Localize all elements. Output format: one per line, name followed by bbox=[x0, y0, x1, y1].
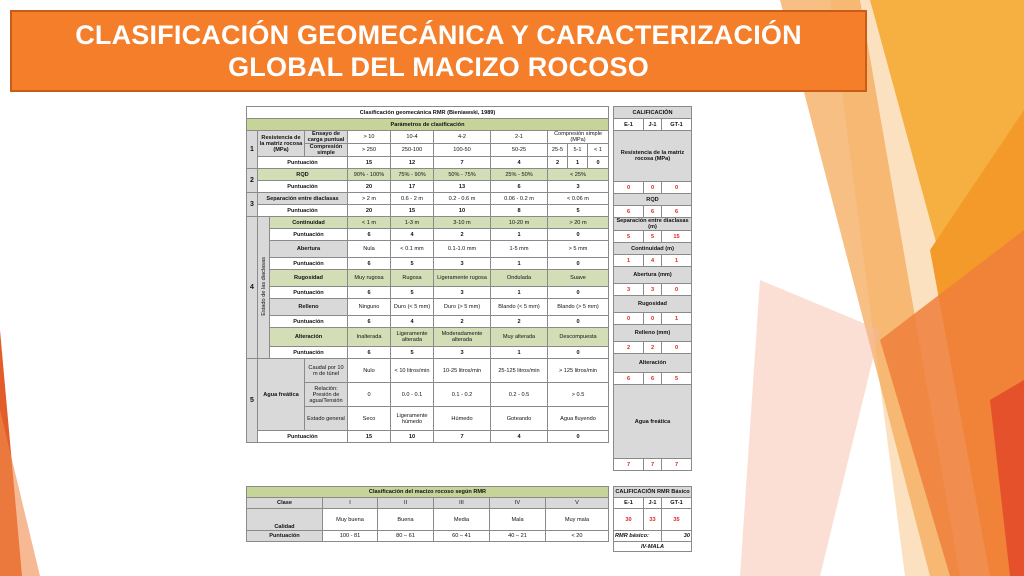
calif-value: 15 bbox=[662, 231, 692, 243]
score-label: Puntuación bbox=[258, 431, 348, 443]
cell: 0 bbox=[348, 383, 391, 407]
score: 1 bbox=[491, 229, 548, 241]
score: 2 bbox=[434, 229, 491, 241]
row-label: Puntuación bbox=[247, 531, 323, 542]
score: 10 bbox=[434, 205, 491, 217]
calif-value: 6 bbox=[614, 373, 644, 385]
quality-value: Media bbox=[434, 509, 490, 531]
rmr-basic-value: 35 bbox=[662, 509, 692, 531]
calif-value: 5 bbox=[644, 231, 662, 243]
cell: < 1 m bbox=[348, 217, 391, 229]
param-5-number: 5 bbox=[247, 359, 258, 443]
calif-value: 7 bbox=[662, 459, 692, 471]
calif-value: 0 bbox=[614, 313, 644, 325]
calif-col: E-1 bbox=[614, 119, 644, 131]
score: 1 bbox=[491, 287, 548, 299]
rmr-basic-result: IV-MALA bbox=[614, 542, 692, 552]
row-label: Relación: Presión de agua/Tensión bbox=[305, 383, 348, 407]
calif-value: 3 bbox=[614, 284, 644, 296]
score: 2 bbox=[491, 316, 548, 328]
param-1-name: Resistencia de la matriz rocosa (MPa) bbox=[258, 131, 305, 157]
cell: 0.0 - 0.1 bbox=[391, 383, 434, 407]
cell: Muy rugosa bbox=[348, 270, 391, 287]
calif-value: 6 bbox=[662, 206, 692, 218]
quality-value: Muy mala bbox=[546, 509, 609, 531]
param-3-number: 3 bbox=[247, 193, 258, 217]
cell: < 10 litros/min bbox=[391, 359, 434, 383]
score-range: 60 – 41 bbox=[434, 531, 490, 542]
calif-value: 0 bbox=[662, 342, 692, 354]
calif-section-label: Alteración bbox=[614, 354, 692, 373]
row-label: Abertura bbox=[270, 241, 348, 258]
cell: Blando (< 5 mm) bbox=[491, 299, 548, 316]
score: 4 bbox=[491, 157, 548, 169]
score-label: Puntuación bbox=[258, 157, 348, 169]
score-label: Puntuación bbox=[270, 287, 348, 299]
score: 13 bbox=[434, 181, 491, 193]
score: 4 bbox=[491, 431, 548, 443]
cell: 0.2 - 0.6 m bbox=[434, 193, 491, 205]
cell: 25-125 litros/min bbox=[491, 359, 548, 383]
cell: 5-1 bbox=[568, 144, 588, 157]
calif-value: 3 bbox=[644, 284, 662, 296]
score: 3 bbox=[434, 258, 491, 270]
cell: > 2 m bbox=[348, 193, 391, 205]
calif-section-label: Continuidad (m) bbox=[614, 243, 692, 255]
cell: Muy alterada bbox=[491, 328, 548, 347]
param-5-name: Agua freática bbox=[258, 359, 305, 431]
rmr-basic-label: RMR básico: bbox=[614, 531, 662, 542]
cell: Duro (> 5 mm) bbox=[434, 299, 491, 316]
cell: Goteando bbox=[491, 407, 548, 431]
calif-value: 0 bbox=[644, 182, 662, 194]
param-2-name: RQD bbox=[258, 169, 348, 181]
calif-value: 0 bbox=[662, 284, 692, 296]
score-range: < 20 bbox=[546, 531, 609, 542]
param-2-number: 2 bbox=[247, 169, 258, 193]
rmr-basic-col: GT-1 bbox=[662, 498, 692, 509]
class-value: I bbox=[323, 498, 378, 509]
cell: < 0.06 m bbox=[548, 193, 609, 205]
cell: Blando (> 5 mm) bbox=[548, 299, 609, 316]
calif-value: 0 bbox=[662, 182, 692, 194]
score: 0 bbox=[548, 431, 609, 443]
rmr-basic-col: J-1 bbox=[644, 498, 662, 509]
left-facet-light bbox=[0, 410, 40, 576]
cell: 0.6 - 2 m bbox=[391, 193, 434, 205]
row-label: Relleno bbox=[270, 299, 348, 316]
cell: 50% - 75% bbox=[434, 169, 491, 181]
rmr-basic-result-value: 30 bbox=[662, 531, 692, 542]
calif-col: GT-1 bbox=[662, 119, 692, 131]
calif-value: 7 bbox=[614, 459, 644, 471]
score-range: 100 - 81 bbox=[323, 531, 378, 542]
rmr-parameters-table bbox=[246, 106, 609, 443]
score-label: Puntuación bbox=[270, 316, 348, 328]
cell: Rugosa bbox=[391, 270, 434, 287]
cell: > 250 bbox=[348, 144, 391, 157]
slide-title-text bbox=[75, 19, 802, 83]
class-value: V bbox=[546, 498, 609, 509]
rmr-basic-col: E-1 bbox=[614, 498, 644, 509]
cell: Moderadamente alterada bbox=[434, 328, 491, 347]
calif-value: 1 bbox=[662, 313, 692, 325]
cell: 10-20 m bbox=[491, 217, 548, 229]
cell: 3-10 m bbox=[434, 217, 491, 229]
score-label: Puntuación bbox=[270, 229, 348, 241]
cell: 75% - 90% bbox=[391, 169, 434, 181]
calif-value: 0 bbox=[644, 313, 662, 325]
score-label: Puntuación bbox=[270, 347, 348, 359]
calif-value: 0 bbox=[614, 182, 644, 194]
cell: 250-100 bbox=[391, 144, 434, 157]
row-label: Caudal por 10 m de túnel bbox=[305, 359, 348, 383]
cell: Seco bbox=[348, 407, 391, 431]
title-line-1: CLASIFICACIÓN GEOMECÁNICA Y CARACTERIZACIÓN bbox=[75, 20, 802, 50]
param-1-row-b-label: Compresión simple bbox=[305, 144, 348, 157]
score: 0 bbox=[548, 287, 609, 299]
score: 20 bbox=[348, 205, 391, 217]
cell: 1-3 m bbox=[391, 217, 434, 229]
cell: Agua fluyendo bbox=[548, 407, 609, 431]
cell: Suave bbox=[548, 270, 609, 287]
score: 1 bbox=[491, 347, 548, 359]
score: 0 bbox=[548, 347, 609, 359]
row-label: Estado general bbox=[305, 407, 348, 431]
calif-title: CALIFICACIÓN bbox=[614, 107, 692, 119]
score-label: Puntuación bbox=[258, 181, 348, 193]
score: 0 bbox=[588, 157, 609, 169]
score: 6 bbox=[491, 181, 548, 193]
cell: 2-1 bbox=[491, 131, 548, 144]
score: 20 bbox=[348, 181, 391, 193]
cell: 0.2 - 0.5 bbox=[491, 383, 548, 407]
calif-section-label: Relleno (mm) bbox=[614, 325, 692, 342]
cell: < 1 bbox=[588, 144, 609, 157]
score: 12 bbox=[391, 157, 434, 169]
score: 15 bbox=[348, 431, 391, 443]
cell: > 10 bbox=[348, 131, 391, 144]
score: 17 bbox=[391, 181, 434, 193]
cell: Ninguno bbox=[348, 299, 391, 316]
score: 1 bbox=[491, 258, 548, 270]
score-label: Puntuación bbox=[270, 258, 348, 270]
calif-value: 2 bbox=[614, 342, 644, 354]
score-range: 40 – 21 bbox=[490, 531, 546, 542]
cell: Ligeramente alterada bbox=[391, 328, 434, 347]
right-facet-pink bbox=[740, 280, 880, 576]
score: 3 bbox=[434, 347, 491, 359]
score: 6 bbox=[348, 258, 391, 270]
rmr-basic-value: 33 bbox=[644, 509, 662, 531]
calif-value: 1 bbox=[662, 255, 692, 267]
class-value: III bbox=[434, 498, 490, 509]
calif-section-label: Abertura (mm) bbox=[614, 267, 692, 284]
cell: > 20 m bbox=[548, 217, 609, 229]
cell: Ondulada bbox=[491, 270, 548, 287]
row-label: Alteración bbox=[270, 328, 348, 347]
score: 1 bbox=[568, 157, 588, 169]
score: 10 bbox=[391, 431, 434, 443]
score: 6 bbox=[348, 229, 391, 241]
score: 7 bbox=[434, 157, 491, 169]
cell: 90% - 100% bbox=[348, 169, 391, 181]
class-value: II bbox=[378, 498, 434, 509]
cell: > 125 litros/min bbox=[548, 359, 609, 383]
calif-section-label: Agua freática bbox=[614, 385, 692, 459]
cell: 10-25 litros/min bbox=[434, 359, 491, 383]
cell: 1-5 mm bbox=[491, 241, 548, 258]
cell: 25-5 bbox=[548, 144, 568, 157]
score: 0 bbox=[548, 229, 609, 241]
row-label: Clase bbox=[247, 498, 323, 509]
rmr-basic-value: 30 bbox=[614, 509, 644, 531]
param-1-row-a-label: Ensayo de carga puntual bbox=[305, 131, 348, 144]
rmr-basic-title: CALIFICACIÓN RMR Básico bbox=[614, 487, 692, 498]
calificacion-table bbox=[613, 106, 692, 471]
cell: < 0.1 mm bbox=[391, 241, 434, 258]
score-label: Puntuación bbox=[258, 205, 348, 217]
rmr-class-table bbox=[246, 486, 609, 542]
score: 5 bbox=[548, 205, 609, 217]
score: 6 bbox=[348, 347, 391, 359]
param-3-name: Separación entre diaclasas bbox=[258, 193, 348, 205]
calif-value: 6 bbox=[644, 373, 662, 385]
row-label: Continuidad bbox=[270, 217, 348, 229]
param-1-number: 1 bbox=[247, 131, 258, 169]
cell: Nula bbox=[348, 241, 391, 258]
slide-title bbox=[10, 10, 867, 92]
calif-value: 5 bbox=[614, 231, 644, 243]
cell: Nulo bbox=[348, 359, 391, 383]
cell: Descompuesta bbox=[548, 328, 609, 347]
score: 5 bbox=[391, 258, 434, 270]
score: 5 bbox=[391, 347, 434, 359]
score: 15 bbox=[391, 205, 434, 217]
title-line-2: GLOBAL DEL MACIZO ROCOSO bbox=[228, 52, 649, 82]
rmr-title: Clasificación geomecánica RMR (Bieniawski, 1989) bbox=[247, 107, 609, 119]
score: 6 bbox=[348, 287, 391, 299]
calif-value: 6 bbox=[614, 206, 644, 218]
score: 15 bbox=[348, 157, 391, 169]
score: 8 bbox=[491, 205, 548, 217]
cell: Húmedo bbox=[434, 407, 491, 431]
class-value: IV bbox=[490, 498, 546, 509]
score: 2 bbox=[548, 157, 568, 169]
score: 3 bbox=[548, 181, 609, 193]
class-table-title: Clasificación del macizo rocoso según RMR bbox=[247, 487, 609, 498]
cell: 0.1 - 0.2 bbox=[434, 383, 491, 407]
cell: < 25% bbox=[548, 169, 609, 181]
calif-value: 4 bbox=[644, 255, 662, 267]
cell: Ligeramente húmedo bbox=[391, 407, 434, 431]
cell: > 5 mm bbox=[548, 241, 609, 258]
score: 2 bbox=[434, 316, 491, 328]
row-label: Rugosidad bbox=[270, 270, 348, 287]
cell: Compresión simple (MPa) bbox=[548, 131, 609, 144]
score: 0 bbox=[548, 258, 609, 270]
cell: 25% - 50% bbox=[491, 169, 548, 181]
param-4-number: 4 bbox=[247, 217, 258, 359]
quality-value: Mala bbox=[490, 509, 546, 531]
cell: 4-2 bbox=[434, 131, 491, 144]
score: 7 bbox=[434, 431, 491, 443]
calif-section-label: RQD bbox=[614, 194, 692, 206]
cell: 10-4 bbox=[391, 131, 434, 144]
score: 5 bbox=[391, 287, 434, 299]
cell: Inalterada bbox=[348, 328, 391, 347]
cell: 0.1-1.0 mm bbox=[434, 241, 491, 258]
score: 0 bbox=[548, 316, 609, 328]
rmr-basic-table bbox=[613, 486, 692, 552]
score: 4 bbox=[391, 229, 434, 241]
rmr-subtitle: Parámetros de clasificación bbox=[247, 119, 609, 131]
score-range: 80 – 61 bbox=[378, 531, 434, 542]
calif-value: 1 bbox=[614, 255, 644, 267]
calif-value: 5 bbox=[662, 373, 692, 385]
quality-value: Muy buena bbox=[323, 509, 378, 531]
score: 6 bbox=[348, 316, 391, 328]
score: 3 bbox=[434, 287, 491, 299]
side-label-text: Estado de las diaclasas bbox=[260, 257, 267, 316]
cell: 100-50 bbox=[434, 144, 491, 157]
cell: 50-25 bbox=[491, 144, 548, 157]
score: 4 bbox=[391, 316, 434, 328]
calif-value: 2 bbox=[644, 342, 662, 354]
cell: Duro (< 5 mm) bbox=[391, 299, 434, 316]
calif-value: 7 bbox=[644, 459, 662, 471]
calif-section-label: Separación entre diaclasas (m) bbox=[614, 218, 692, 231]
calif-value: 6 bbox=[644, 206, 662, 218]
row-label: Calidad bbox=[247, 509, 323, 531]
param-4-side-label bbox=[258, 217, 270, 359]
calif-col: J-1 bbox=[644, 119, 662, 131]
calif-section-label: Resistencia de la matriz rocosa (MPa) bbox=[614, 131, 692, 182]
cell: Ligeramente rugosa bbox=[434, 270, 491, 287]
cell: > 0.5 bbox=[548, 383, 609, 407]
cell: 0.06 - 0.2 m bbox=[491, 193, 548, 205]
quality-value: Buena bbox=[378, 509, 434, 531]
calif-section-label: Rugosidad bbox=[614, 296, 692, 313]
